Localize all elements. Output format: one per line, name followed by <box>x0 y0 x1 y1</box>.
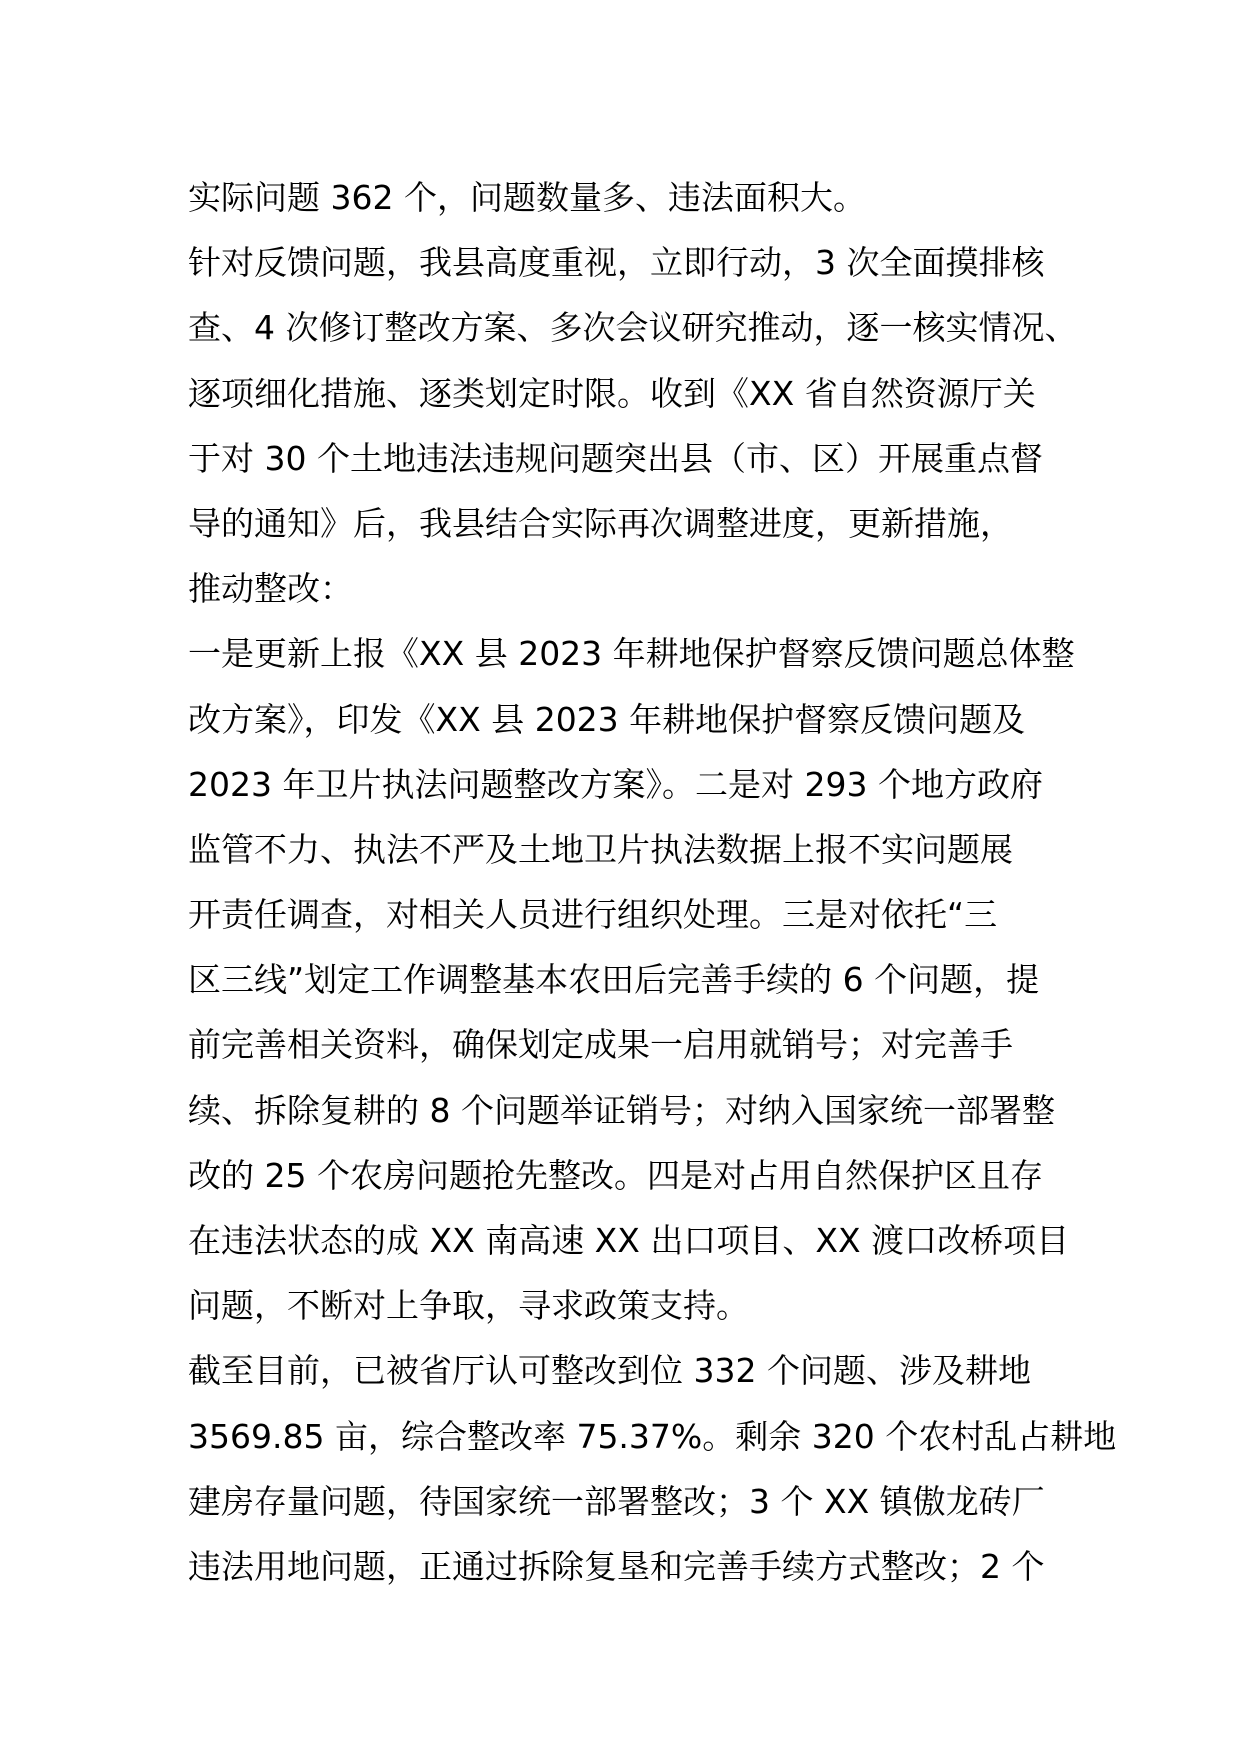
text-line: 实际问题 362 个，问题数量多、违法面积大。 <box>188 178 866 217</box>
text-line: 一是更新上报《XX 县 2023 年耕地保护督察反馈问题总体整 <box>188 634 1075 674</box>
text-line: 针对反馈问题，我县高度重视，立即行动，3 次全面摸排核 <box>188 243 1045 283</box>
text-line: 前完善相关资料，确保划定成果一启用就销号；对完善手 <box>188 1025 1013 1065</box>
text-line: 开责任调查，对相关人员进行组织处理。三是对依托“三 <box>188 895 998 935</box>
text-line: 导的通知》后，我县结合实际再次调整进度，更新措施， <box>188 503 1013 543</box>
text-line: 2023 年卫片执法问题整改方案》。二是对 293 个地方政府 <box>188 764 1043 804</box>
text-line: 问题，不断对上争取，寻求政策支持。 <box>188 1286 749 1326</box>
text-line: 改的 25 个农房问题抢先整改。四是对占用自然保护区且存 <box>188 1155 1043 1195</box>
text-line: 截至目前，已被省厅认可整改到位 332 个问题、涉及耕地 <box>188 1351 1031 1391</box>
text-line: 监管不力、执法不严及土地卫片执法数据上报不实问题展 <box>188 829 1013 869</box>
text-line: 推动整改： <box>188 569 353 609</box>
text-line: 改方案》，印发《XX 县 2023 年耕地保护督察反馈问题及 <box>188 699 1026 739</box>
text-line: 3569.85 亩，综合整改率 75.37%。剩余 320 个农村乱占耕地 <box>188 1416 1117 1456</box>
text-line: 区三线”划定工作调整基本农田后完善手续的 6 个问题，提 <box>188 960 1040 1000</box>
text-line: 在违法状态的成 XX 南高速 XX 出口项目、XX 渡口改桥项目 <box>188 1221 1070 1260</box>
text-line: 于对 30 个土地违法违规问题突出县（市、区）开展重点督 <box>188 438 1043 478</box>
text-line: 违法用地问题，正通过拆除复垦和完善手续方式整改；2 个 <box>188 1546 1045 1586</box>
text-line: 查、4 次修订整改方案、多次会议研究推动，逐一核实情况、 <box>188 308 1078 348</box>
body-text <box>188 165 1117 1599</box>
text-line: 建房存量问题，待国家统一部署整改；3 个 XX 镇傲龙砖厂 <box>188 1481 1045 1521</box>
text-line: 续、拆除复耕的 8 个问题举证销号；对纳入国家统一部署整 <box>188 1090 1055 1130</box>
text-line: 逐项细化措施、逐类划定时限。收到《XX 省自然资源厅关 <box>188 373 1036 413</box>
